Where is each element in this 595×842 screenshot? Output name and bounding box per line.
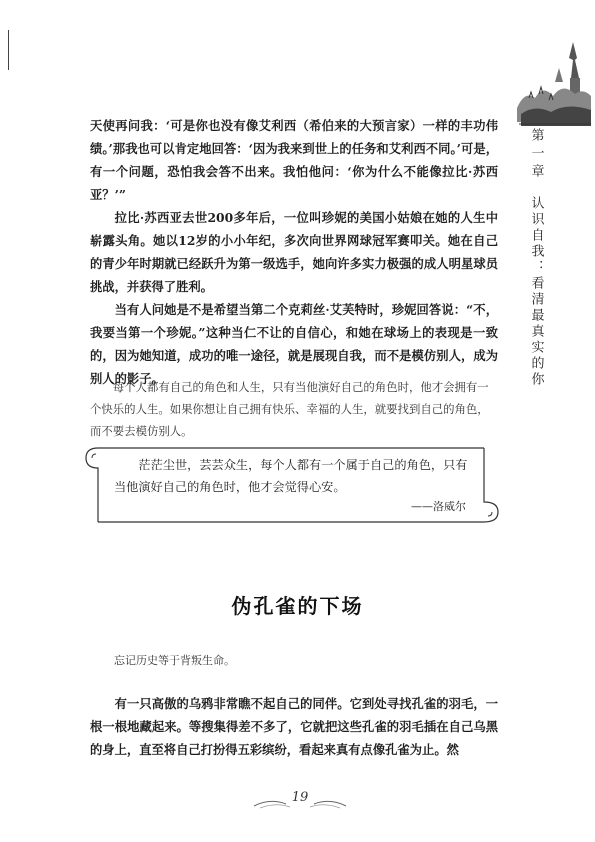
section-paragraph: 有一只高傲的乌鸦非常瞧不起自己的同伴。它到处寻找孔雀的羽毛，一根一根地藏起来。等搜集得差不多了，它就把这些孔雀的羽毛插在自己乌黑的身上，直至将自己打扮得五彩缤纷，看起来真有点像孔雀为止。然 <box>90 696 498 757</box>
landscape-illustration <box>515 38 591 134</box>
section-epigraph: 忘记历史等于背叛生命。 <box>114 654 235 667</box>
page-edge-line <box>8 30 9 70</box>
section-title: 伪孔雀的下场 <box>231 594 364 618</box>
chapter-tab <box>516 128 556 388</box>
summary-paragraph: 每个人都有自己的角色和人生，只有当他演好自己的角色时，他才会拥有一个快乐的人生。如果你想让自己拥有快乐、幸福的人生，就要找到自己的角色，而不要去模仿别人。 <box>90 380 489 438</box>
chapter-label: 第一章 <box>528 128 544 182</box>
quote-text: 茫茫尘世，芸芸众生，每个人都有一个属于自己的角色，只有当他演好自己的角色时，他才会觉得心安。 <box>114 458 468 494</box>
quote-author: ——洛威尔 <box>411 500 466 513</box>
body-paragraph: 天使再问我：‘可是你也没有像艾利西（希伯来的大预言家）一样的丰功伟绩。’那我也可以肯定地回答：‘因为我来到世上的任务和艾利西不同。’可是，有一个问题，恐怕我会答不出来。我怕他问：‘你为什么不能像拉比·苏西亚？’” <box>90 118 498 202</box>
quote-scroll <box>84 440 500 530</box>
chapter-title: 认识自我：看清最真实的你 <box>528 196 544 388</box>
page-number: 19 <box>291 790 309 805</box>
body-paragraph: 当有人问她是不是希望当第二个克莉丝·艾芙特时，珍妮回答说：“不，我要当第一个珍妮。”这种当仁不让的自信心，和她在球场上的表现是一致的，因为她知道，成功的唯一途径，就是展现自我，而不是模仿别人，成为别人的影子。 <box>90 302 498 386</box>
body-paragraph: 拉比·苏西亚去世200多年后，一位叫珍妮的美国小姑娘在她的人生中崭露头角。她以12岁的小小年纪，多次向世界网球冠军赛叩关。她在自己的青少年时期就已经跃升为第一级选手，她向许多实力极强的成人明星球员挑战，并获得了胜利。 <box>90 210 498 294</box>
page-footer <box>250 790 350 812</box>
